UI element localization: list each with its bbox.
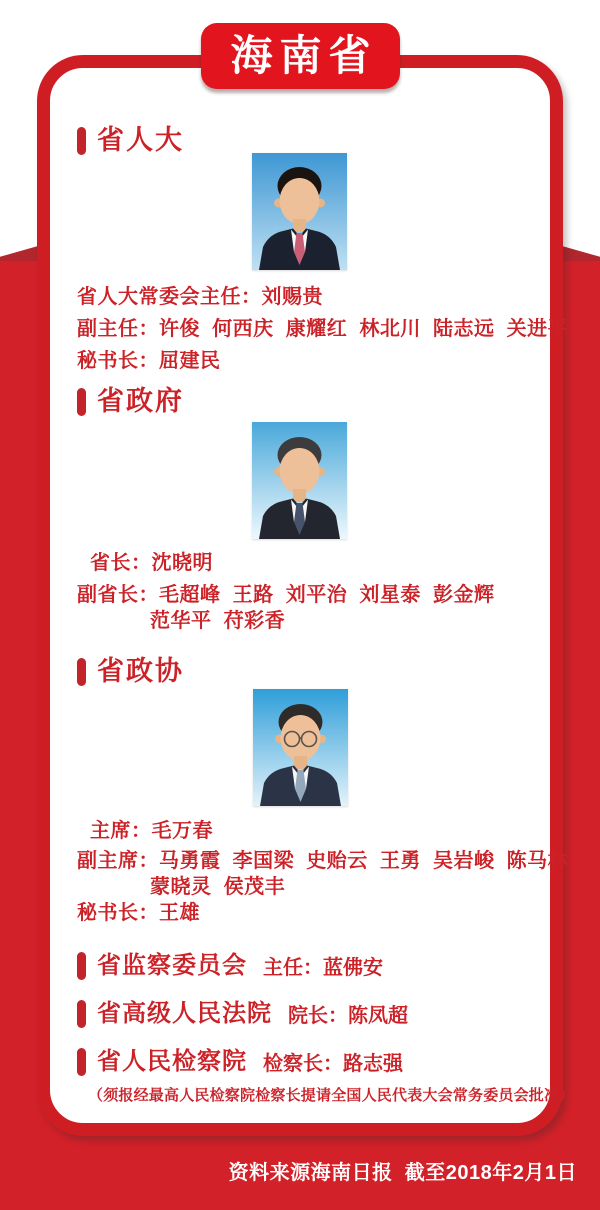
section-title: 省政协 <box>97 656 184 686</box>
province-banner <box>201 23 400 89</box>
red-bar-icon <box>77 658 86 686</box>
official-photo-liucigui <box>252 153 347 270</box>
zhengfu-deputies-line: 副省长：毛超峰 王路 刘平治 刘星泰 彭金辉 <box>77 584 495 606</box>
fayuan-president-line: 院长：陈凤超 <box>288 1005 408 1027</box>
red-bar-icon <box>77 388 86 416</box>
renda-chairman-line: 省人大常委会主任：刘赐贵 <box>77 286 323 308</box>
official-photo-maowanchun <box>253 689 348 806</box>
official-photo-shenxiaoming <box>252 422 347 539</box>
approval-note: （须报经最高人民检察院检察长提请全国人民代表大会常务委员会批准） <box>88 1087 575 1104</box>
section-heading-renda <box>77 125 184 156</box>
section-title: 省高级人民法院 <box>97 1000 272 1028</box>
section-heading-zhengfu <box>77 386 184 417</box>
red-bar-icon <box>77 127 86 155</box>
red-bar-icon <box>77 1000 86 1028</box>
red-bar-icon <box>77 952 86 980</box>
right-ribbon-fold <box>562 246 600 261</box>
left-ribbon-fold <box>0 246 38 261</box>
renda-deputies-line: 副主任：许俊 何西庆 康耀红 林北川 陆志远 关进平 <box>77 318 569 340</box>
jiancha-director-line: 主任：蓝佛安 <box>263 957 383 979</box>
zhengxie-chairman-line: 主席：毛万春 <box>90 820 213 842</box>
section-heading-fayuan <box>77 1000 408 1028</box>
banner-title: 海南省 <box>230 32 378 79</box>
red-bar-icon <box>77 1048 86 1076</box>
zhengfu-deputies-line2: 范华平 苻彩香 <box>150 610 286 632</box>
footer-source: 资料来源海南日报 截至2018年2月1日 <box>228 1162 577 1184</box>
zhengfu-governor-line: 省长：沈晓明 <box>90 552 213 574</box>
renda-secretary-line: 秘书长：屈建民 <box>77 350 221 372</box>
zhengxie-deputies-line: 副主席：马勇霞 李国梁 史贻云 王勇 吴岩峻 陈马林 <box>77 850 569 872</box>
section-title: 省政府 <box>97 386 184 416</box>
section-title: 省人民检察院 <box>97 1048 247 1076</box>
section-title: 省人大 <box>97 125 184 155</box>
section-heading-jianchayuan <box>77 1048 403 1076</box>
section-heading-zhengxie <box>77 656 184 687</box>
info-card <box>37 55 575 1136</box>
section-title: 省监察委员会 <box>97 952 247 980</box>
zhengxie-secretary-line: 秘书长：王雄 <box>77 902 200 924</box>
section-heading-jiancha <box>77 952 383 980</box>
jianchayuan-procurator-line: 检察长：路志强 <box>263 1053 403 1075</box>
zhengxie-deputies-line2: 蒙晓灵 侯茂丰 <box>150 876 286 898</box>
